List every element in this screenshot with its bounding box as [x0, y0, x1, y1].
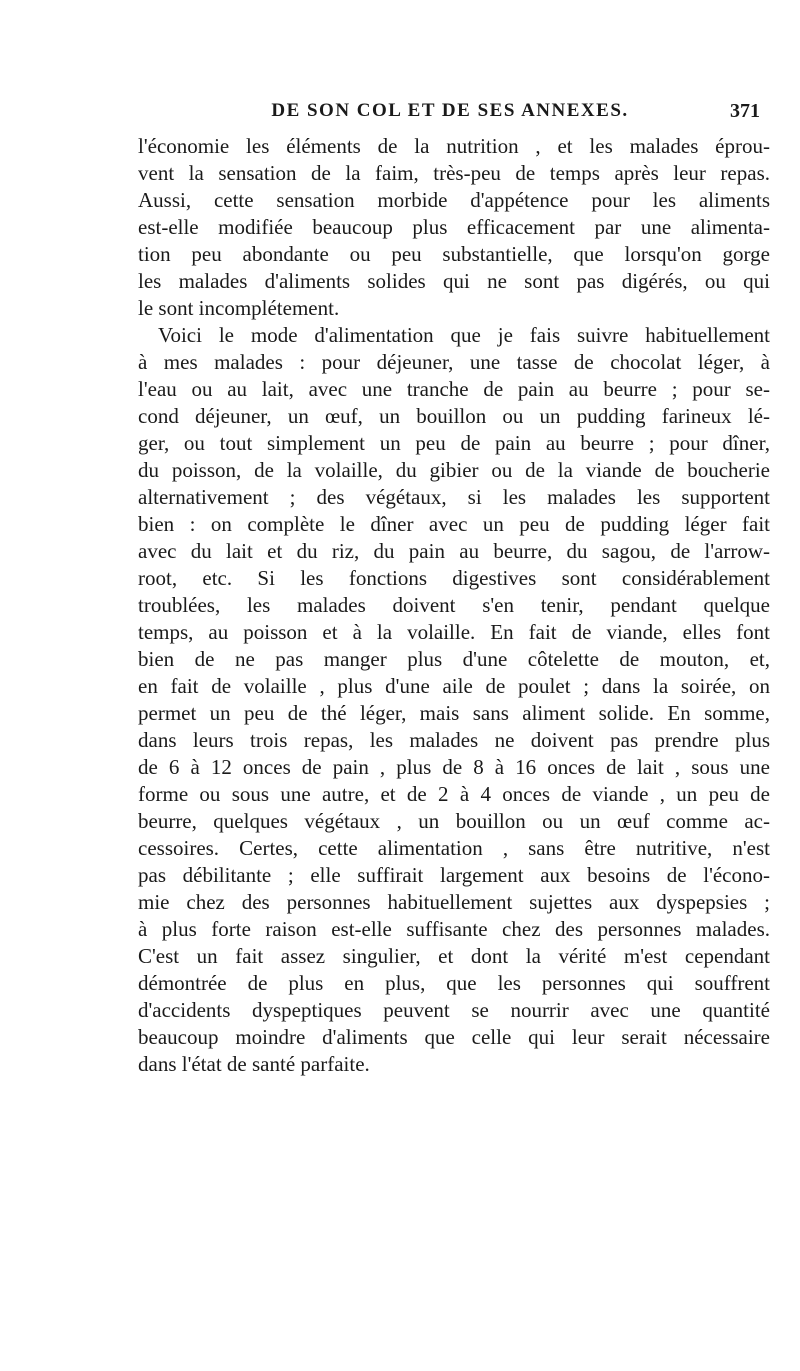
text-line: C'est un fait assez singulier, et dont la vérité m'est cependant [138, 944, 770, 968]
text-line: est-elle modifiée beaucoup plus efficacement par une alimenta- [138, 215, 770, 239]
text-line: temps, au poisson et à la volaille. En fait de viande, elles font [138, 620, 770, 644]
text-line: l'économie les éléments de la nutrition , et les malades éprou- [138, 134, 770, 158]
running-head [140, 100, 760, 130]
text-line: Voici le mode d'alimentation que je fais suivre habituellement [158, 323, 770, 347]
text-line: ger, ou tout simplement un peu de pain au beurre ; pour dîner, [138, 431, 770, 455]
text-line: les malades d'aliments solides qui ne sont pas digérés, ou qui [138, 269, 770, 293]
page-number: 371 [730, 100, 760, 122]
text-line: cond déjeuner, un œuf, un bouillon ou un pudding farineux lé- [138, 404, 770, 428]
text-line: beurre, quelques végétaux , un bouillon ou un œuf comme ac- [138, 809, 770, 833]
text-line: le sont incomplétement. [138, 296, 340, 320]
text-line: de 6 à 12 onces de pain , plus de 8 à 16 onces de lait , sous une [138, 755, 770, 779]
text-line: alternativement ; des végétaux, si les malades les supportent [138, 485, 770, 509]
text-line: l'eau ou au lait, avec une tranche de pain au beurre ; pour se- [138, 377, 770, 401]
text-line: mie chez des personnes habituellement sujettes aux dyspepsies ; [138, 890, 770, 914]
text-line: Aussi, cette sensation morbide d'appétence pour les aliments [138, 188, 770, 212]
text-line: troublées, les malades doivent s'en tenir, pendant quelque [138, 593, 770, 617]
text-line: bien : on complète le dîner avec un peu de pudding léger fait [138, 512, 770, 536]
text-line: en fait de volaille , plus d'une aile de poulet ; dans la soirée, on [138, 674, 770, 698]
text-line: pas débilitante ; elle suffirait largement aux besoins de l'écono- [138, 863, 770, 887]
text-line: root, etc. Si les fonctions digestives sont considérablement [138, 566, 770, 590]
text-line: du poisson, de la volaille, du gibier ou de la viande de boucherie [138, 458, 770, 482]
text-line: dans l'état de santé parfaite. [138, 1052, 370, 1076]
text-line: avec du lait et du riz, du pain au beurre, du sagou, de l'arrow- [138, 539, 770, 563]
text-line: démontrée de plus en plus, que les personnes qui souffrent [138, 971, 770, 995]
text-line: permet un peu de thé léger, mais sans aliment solide. En somme, [138, 701, 770, 725]
text-line: forme ou sous une autre, et de 2 à 4 onces de viande , un peu de [138, 782, 770, 806]
text-line: à mes malades : pour déjeuner, une tasse de chocolat léger, à [138, 350, 770, 374]
text-line: dans leurs trois repas, les malades ne doivent pas prendre plus [138, 728, 770, 752]
running-title: DE SON COL ET DE SES ANNEXES. [271, 100, 629, 121]
text-line: bien de ne pas manger plus d'une côtelette de mouton, et, [138, 647, 770, 671]
text-line: d'accidents dyspeptiques peuvent se nourrir avec une quantité [138, 998, 770, 1022]
text-line: cessoires. Certes, cette alimentation , sans être nutritive, n'est [138, 836, 770, 860]
text-line: vent la sensation de la faim, très-peu de temps après leur repas. [138, 161, 770, 185]
text-line: beaucoup moindre d'aliments que celle qui leur serait nécessaire [138, 1025, 770, 1049]
text-line: tion peu abondante ou peu substantielle, que lorsqu'on gorge [138, 242, 770, 266]
text-line: à plus forte raison est-elle suffisante chez des personnes malades. [138, 917, 770, 941]
body-text [138, 133, 770, 1078]
